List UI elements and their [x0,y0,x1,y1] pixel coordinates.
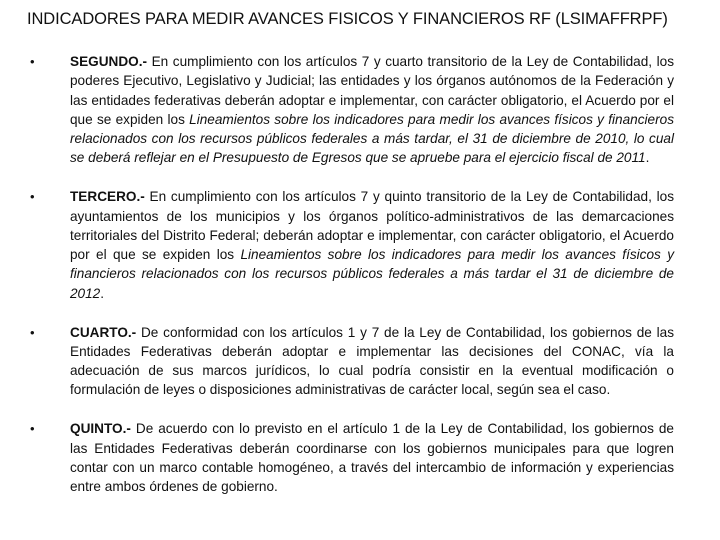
item-lead: QUINTO.- [70,421,131,437]
bullet-list [0,52,720,516]
item-text: En cumplimiento con los artículos 7 y cuarto transitorio de la Ley de Contabilidad, los poderes Ejecutivo, Legislativo y Judicial; las entidades y los órganos autónomos de la Federación y las entidades federativas deberán adoptar e implementar, con carácter obligatorio, el Acuerdo por el que se expiden los [70,54,674,127]
item-lead: SEGUNDO.- [70,54,148,69]
list-item-tercero [0,187,720,303]
item-text-end: . [645,150,650,166]
item-text: De acuerdo con lo previsto en el artículo 1 de la Ley de Contabilidad, los gobiernos de las Entidades Federativas deberán coordinarse con los gobiernos municipales para que logren contar con un marco contable homogéneo, a través del intercambio de información y experiencias entre ambos órdenes de gobierno. [70,421,674,495]
item-text: En cumplimiento con los artículos 7 y quinto transitorio de la Ley de Contabilidad, los ayuntamientos de los municipios y los órganos político-administrativos de las demarcaciones territoriales del Distrito Federal; deberán adoptar e implementar, con carácter obligatorio, el Acuerdo por el que se expiden los [70,189,674,263]
item-text-end: . [100,285,105,301]
bullet-icon: • [30,54,35,69]
page-title: INDICADORES PARA MEDIR AVANCES FISICOS Y FINANCIEROS RF (LSIMAFFRPF) [27,10,668,28]
item-text: De conformidad con los artículos 1 y 7 de la Ley de Contabilidad, los gobiernos de las Entidades Federativas deberán adoptar e implementar las decisiones del CONAC, vía la adecuación de sus marcos jurídicos, lo cual podría consistir en la eventual modificación o formulación de leyes o disposiciones administrativas de carácter local, según sea el caso. [70,324,674,398]
item-italic-text: Lineamientos sobre los indicadores para medir los avances físicos y financieros relacionados con los recursos públicos federales a más tardar el 31 de diciembre de 2012 [70,247,674,301]
item-italic-text: Lineamientos sobre los indicadores para medir los avances físicos y financieros relacionados con los recursos públicos federales a más tardar, el 31 de diciembre de 2010, lo cual se deberá reflejar en el Presupuesto de Egresos que se apruebe para el ejercicio fiscal de 2011 [70,111,674,166]
list-item-segundo [0,52,720,168]
list-item-cuarto [0,323,720,400]
list-item-quinto [0,419,720,496]
bullet-icon: • [30,421,35,437]
item-lead: TERCERO.- [70,189,145,205]
item-lead: CUARTO.- [70,324,137,340]
bullet-icon: • [30,324,35,340]
bullet-icon: • [30,189,35,205]
